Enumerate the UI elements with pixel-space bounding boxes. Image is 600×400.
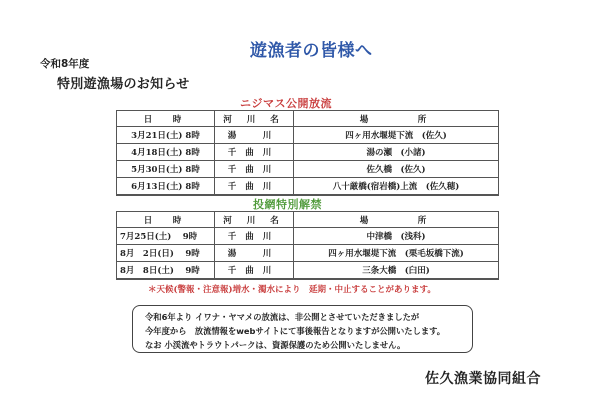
rainbow-trout-release-table bbox=[116, 110, 499, 196]
info-line: 令和6年より イワナ・ヤマメの放流は、非公開とさせていただきましたが bbox=[145, 312, 420, 322]
table-header-row bbox=[117, 212, 499, 228]
info-box bbox=[132, 305, 473, 353]
place-cell: 中津橋 (浅科) bbox=[294, 228, 499, 245]
river-cell: 千曲川 bbox=[215, 144, 294, 161]
place-cell: 四ヶ用水堰堤下流 (佐久) bbox=[294, 127, 499, 144]
column-header-river: 河 川 名 bbox=[215, 111, 294, 127]
table-row bbox=[117, 262, 499, 280]
table-header-row bbox=[117, 111, 499, 127]
place-cell: 湯の瀬 (小諸) bbox=[294, 144, 499, 161]
place-cell: 八十厳橋(宿岩橋)上流 (佐久穂) bbox=[294, 178, 499, 196]
river-cell: 湯 川 bbox=[215, 127, 294, 144]
place-cell: 佐久橋 (佐久) bbox=[294, 161, 499, 178]
date-cell: 3月21日(土) 8時 bbox=[117, 127, 215, 144]
date-cell: 6月13日(土) 8時 bbox=[117, 178, 215, 196]
table-row bbox=[117, 178, 499, 196]
river-cell: 湯 川 bbox=[215, 245, 294, 262]
section-title-cast-net-opening: 投網特別解禁 bbox=[253, 198, 322, 211]
date-cell: 4月18日(土) 8時 bbox=[117, 144, 215, 161]
notice-subtitle: 特別遊漁場のお知らせ bbox=[57, 77, 190, 92]
table-row bbox=[117, 144, 499, 161]
info-line: なお 小渓流やトラウトパークは、資源保護のため公開いたしません。 bbox=[145, 340, 406, 350]
place-cell: 四ヶ用水堰堤下流 (栗毛坂橋下流) bbox=[294, 245, 499, 262]
river-cell: 千曲川 bbox=[215, 161, 294, 178]
river-cell: 千曲川 bbox=[215, 228, 294, 245]
table-row bbox=[117, 161, 499, 178]
date-cell: 8月 2日(日) 9時 bbox=[117, 245, 215, 262]
column-header-date: 日 時 bbox=[117, 111, 215, 127]
year-label: 令和8年度 bbox=[40, 58, 90, 70]
table-row bbox=[117, 245, 499, 262]
main-title: 遊漁者の皆様へ bbox=[250, 41, 373, 61]
column-header-river: 河 川 名 bbox=[215, 212, 294, 228]
column-header-date: 日 時 bbox=[117, 212, 215, 228]
cast-net-opening-table bbox=[116, 211, 499, 280]
table-row bbox=[117, 228, 499, 245]
weather-warning-note: ＊天候(警報・注意報)増水・濁水により 延期・中止することがあります。 bbox=[148, 285, 436, 295]
place-cell: 三条大橋 (臼田) bbox=[294, 262, 499, 280]
section-title-rainbow-trout-release: ニジマス公開放流 bbox=[240, 97, 332, 110]
table-row bbox=[117, 127, 499, 144]
column-header-place: 場 所 bbox=[294, 111, 499, 127]
date-cell: 7月25日(土) 9時 bbox=[117, 228, 215, 245]
date-cell: 8月 8日(土) 9時 bbox=[117, 262, 215, 280]
river-cell: 千曲川 bbox=[215, 262, 294, 280]
organization-name: 佐久漁業協同組合 bbox=[425, 371, 541, 387]
column-header-place: 場 所 bbox=[294, 212, 499, 228]
info-line: 今年度から 放流情報をwebサイトにて事後報告となりますが公開いたします。 bbox=[145, 326, 446, 336]
river-cell: 千曲川 bbox=[215, 178, 294, 196]
date-cell: 5月30日(土) 8時 bbox=[117, 161, 215, 178]
